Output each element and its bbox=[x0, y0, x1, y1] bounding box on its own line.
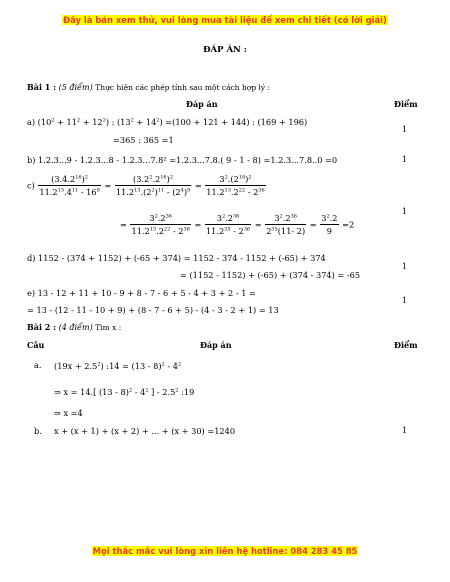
preview-notice-banner: Đây là bản xem thử, vui lòng mua tài liệu để xem chi tiết (có lời giải) bbox=[63, 15, 387, 25]
bai1-part-b bbox=[27, 155, 337, 165]
answer-title: ĐÁP ÁN : bbox=[203, 45, 247, 55]
bai1-col-answer: Đáp án bbox=[186, 99, 218, 109]
bai1-part-d-score: 1 bbox=[402, 262, 408, 271]
part-c-label: c) bbox=[27, 180, 35, 191]
bai1-instruction: Thực hiện các phép tính sau một cách hợp lý : bbox=[95, 83, 271, 92]
bai1-part-a-line1: a) $(10^2 + 11^2 + 12^2)$ : $(13^2 + 14^2) =(100 + 121 + 144)$ : (169 + 196) bbox=[27, 117, 308, 127]
part-c-frac3: $\frac{3^2.(2^{18})^2}{11.2^{13}.2^{22} - 2^{36}}$ bbox=[206, 174, 265, 197]
bai1-part-a-score: 1 bbox=[402, 125, 408, 134]
bai1-part-c-line2: = $\frac{3^2.2^{36}}{11.2^{13}.2^{22} - 2^{36}}$ = $\frac{3^2.2^{36}}{11.2^{35} - 2^{36}}$ = $\frac{3^2.2^{36}}{2^{35}(11- 2)}$ = $\frac{3^2.2}{9}$ =2 bbox=[120, 213, 355, 236]
bai1-part-e-line1 bbox=[27, 288, 256, 298]
hotline-banner: Mọi thắc mắc vui lòng xin liên hệ hotline: 084 283 45 85 bbox=[92, 546, 358, 556]
bai1-part-d-line1 bbox=[27, 253, 326, 263]
bai1-points: (5 điểm) bbox=[58, 83, 93, 92]
part-e-line1-text: 13 - 12 + 11 + 10 - 9 + 8 - 7 - 6 + 5 - 4 + 3 + 2 - 1 = bbox=[37, 288, 256, 298]
bai2-part-a-line1: $(19x + 2.5^2)$ :14 = $(13 - 8)^2 - 4^2$ bbox=[54, 361, 182, 371]
part-b-label: b) bbox=[27, 155, 36, 165]
bai2-col-score: Điểm bbox=[394, 340, 418, 350]
part-e-label: e) bbox=[27, 288, 36, 298]
bai1-part-d-line2: = (1152 - 1152) + (-65) + (374 - 374) = -65 bbox=[180, 270, 361, 280]
bai2-part-a-line2: ⇒ x = 14.[ $(13 - 8)^2 - 4^2$ ] - $2.5^2$ :19 bbox=[54, 387, 195, 397]
bai2-part-a-label: a. bbox=[34, 360, 42, 370]
bai2-part-a-line3: ⇒ x =4 bbox=[54, 408, 83, 418]
bai2-points: (4 điểm) bbox=[58, 323, 93, 332]
bai2-instruction: Tìm x : bbox=[95, 323, 122, 332]
part-b-text: 1.2.3...9 - 1.2.3...8 - 1.2.3...7.8² =1.2.3...7.8.( 9 - 1 - 8) =1.2.3...7.8..0 =0 bbox=[38, 155, 338, 165]
bai2-col-question: Câu bbox=[27, 340, 45, 350]
part-a-rhs: =(100 + 121 + 144) : (169 + 196) bbox=[165, 117, 308, 127]
bai2-col-answer: Đáp án bbox=[200, 340, 232, 350]
bai1-label: Bài 1 : bbox=[27, 82, 57, 92]
bai1-part-b-score: 1 bbox=[402, 155, 408, 164]
part-a-label: a) bbox=[27, 117, 36, 127]
bai2-part-b-text: x + (x + 1) + (x + 2) + ... + (x + 30) =1240 bbox=[54, 426, 236, 436]
bai2-part-b-label: b. bbox=[34, 426, 42, 436]
bai2-heading bbox=[27, 322, 121, 332]
part-d-line1-text: 1152 - (374 + 1152) + (-65 + 374) = 1152 - 374 - 1152 + (-65) + 374 bbox=[38, 253, 326, 263]
bai2-part-b-score: 1 bbox=[402, 426, 408, 435]
bai1-part-a-line2: =365 : 365 =1 bbox=[113, 135, 174, 145]
bai1-part-c-line1: c) $\frac{(3.4.2^{16})^2}{11.2^{13}.4^{11} - 16^9}$ = $\frac{(3.2^2.2^{16})^2}{11.2^{13}.(2^2)^{11} - (2^4)^9}$ = $\frac{3^2.(2^{18})^2}{11.2^{13}.2^{22} - 2^{36}}$ bbox=[27, 174, 265, 197]
part-c-frac1: $\frac{(3.4.2^{16})^2}{11.2^{13}.4^{11} - 16^9}$ bbox=[39, 174, 100, 197]
bai1-part-e-line2: = 13 - (12 - 11 - 10 + 9) + (8 - 7 - 6 + 5) - (4 - 3 - 2 + 1) = 13 bbox=[27, 305, 279, 315]
bai1-part-c-score: 1 bbox=[402, 207, 408, 216]
bai2-label: Bài 2 : bbox=[27, 322, 57, 332]
bai1-part-e-score: 1 bbox=[402, 296, 408, 305]
part-c-frac2: $\frac{(3.2^2.2^{16})^2}{11.2^{13}.(2^2)^{11} - (2^4)^9}$ bbox=[115, 174, 191, 197]
bai1-col-score: Điểm bbox=[394, 99, 418, 109]
bai1-heading bbox=[27, 82, 270, 92]
part-d-label: d) bbox=[27, 253, 36, 263]
